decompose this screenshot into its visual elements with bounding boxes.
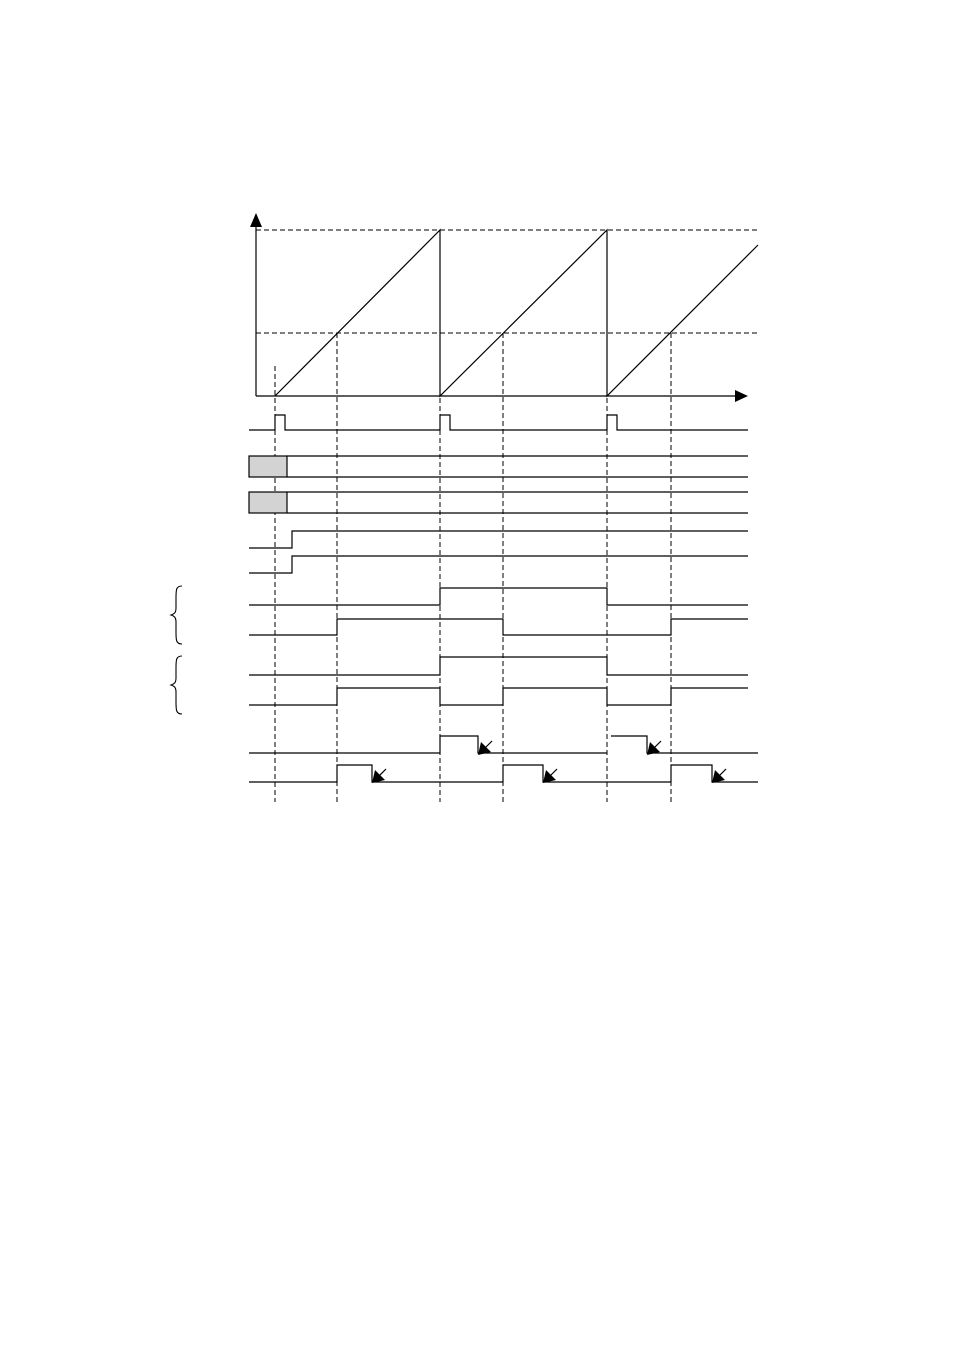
arrow-icon (543, 769, 557, 783)
waveform-flag-1-tail (611, 736, 758, 753)
waveform-bus2-box (249, 492, 287, 513)
waveform-step-1 (249, 531, 748, 548)
waveform-step-2 (249, 556, 748, 573)
time-markers (275, 230, 671, 802)
counter-plot (250, 213, 758, 402)
waveform-group1-b (249, 619, 748, 635)
waveform-flag-1 (249, 736, 607, 753)
arrow-icon (372, 769, 386, 783)
waveform-pulse (249, 415, 748, 430)
brace-group-1 (171, 586, 182, 644)
arrow-icon (712, 769, 726, 783)
waveform-flag-2 (249, 765, 758, 782)
y-axis-arrow (250, 213, 262, 227)
waveform-bus1-box (249, 456, 287, 477)
waveform-group2-a (249, 657, 748, 675)
waveform-group2-b (249, 688, 748, 705)
sawtooth-wave (275, 230, 758, 396)
clear-arrows (372, 741, 726, 783)
waveform-group1-a (249, 588, 748, 605)
x-axis-arrow (735, 390, 748, 402)
group-braces (171, 586, 182, 714)
brace-group-2 (171, 656, 182, 714)
